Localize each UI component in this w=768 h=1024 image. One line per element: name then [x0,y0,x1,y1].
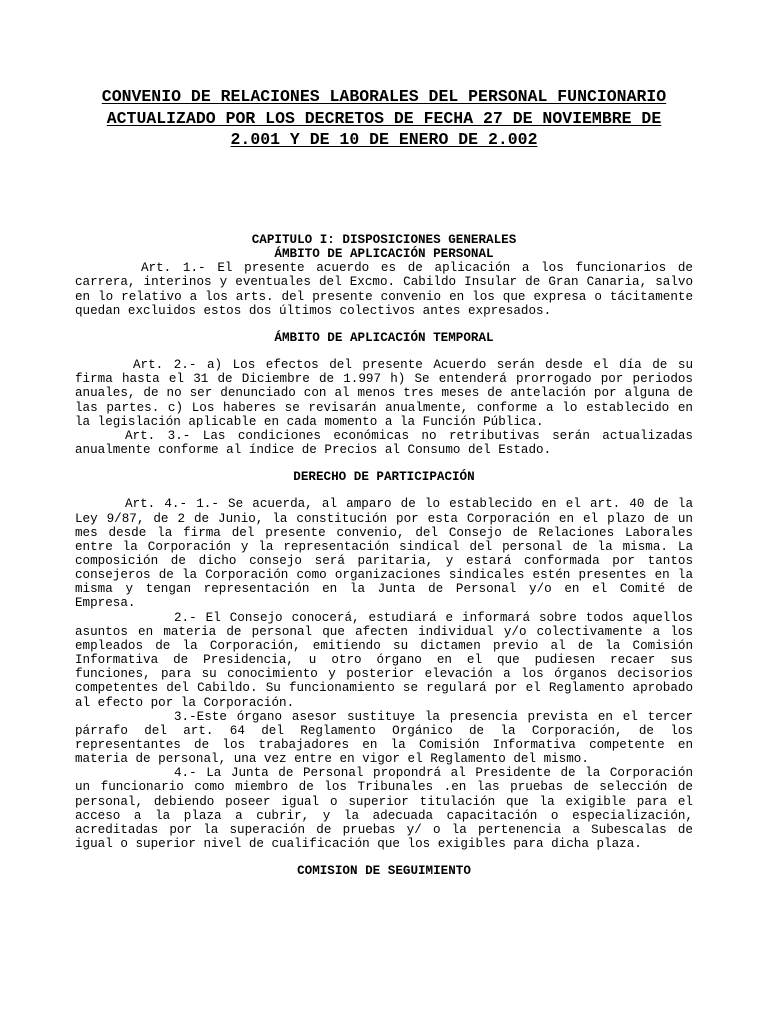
title-line-3: 2.001 Y DE 10 DE ENERO DE 2.002 [230,130,538,149]
section-heading-ambito-temporal: ÁMBITO DE APLICACIÓN TEMPORAL [274,330,494,345]
chapter-heading: CAPITULO I: DISPOSICIONES GENERALES [251,233,517,247]
article-4-2: 2.- El Consejo conocerá, estudiará e informará sobre todos aquellos asuntos en materia de personal que afecten individual y/o colectivamente a los empleados de la Corporación, emitiendo su dictamen previo al de la Comisión Informativa de Presidencia, u otro órgano en el que pudiesen recaer sus funciones, para su conocimiento y posterior elevación a los órganos decisorios competentes del Cabildo. Su funcionamiento se regulará por el Reglamento aprobado al efecto por la Corporación. [75,610,693,710]
article-4-3: 3.-Este órgano asesor sustituye la presencia prevista en el tercer párrafo del art. 64 del Reglamento Orgánico de la Corporación, de los representantes de los trabajadores en la Comisión Informativa competente en materia de personal, una vez entre en vigor el Reglamento del mismo. [75,709,693,767]
article-3: Art. 3.- Las condiciones económicas no retributivas serán actualizadas anualmente conforme al índice de Precios al Consumo del Estado. [75,428,693,458]
article-2: Art. 2.- a) Los efectos del presente Acuerdo serán desde el día de su firma hasta el 31 de Diciembre de 1.997 h) Se entenderá prorrogado por periodos anuales, de no ser denunciado con al menos tres meses de antelación por alguna de las partes. c) Los haberes se revisarán anualmente, conforme a lo establecido en la legislación aplicable en cada momento a la Función Pública. [75,358,693,429]
section-heading-ambito-personal: ÁMBITO DE APLICACIÓN PERSONAL [274,247,494,262]
article-1: Art. 1.- El presente acuerdo es de aplicación a los funcionarios de carrera, interinos y eventuales del Excmo. Cabildo Insular de Gran Canaria, salvo en lo relativo a los arts. del presente convenio en los que expresa o tácitamente quedan excluidos estos dos últimos colectivos antes expresados. [75,261,693,318]
section-heading-seguimiento: COMISION DE SEGUIMIENTO [297,864,471,879]
title-line-2: ACTUALIZADO POR LOS DECRETOS DE FECHA 27 DE NOVIEMBRE DE [106,108,662,128]
section-heading-participacion: DERECHO DE PARTICIPACIÓN [293,470,475,485]
document-body [75,233,693,878]
document-title [70,86,698,151]
title-line-1: CONVENIO DE RELACIONES LABORALES DEL PERSONAL FUNCIONARIO [101,87,667,106]
article-4-1: Art. 4.- 1.- Se acuerda, al amparo de lo establecido en el art. 40 de la Ley 9/87, de 2 de Junio, la constitución por esta Corporación en el plazo de un mes desde la firma del presente convenio, del Consejo de Relaciones Laborales entre la Corporación y la representación sindical del personal de la misma. La composición de dicho consejo será paritaria, y estará conformada por tantos consejeros de la Corporación como organizaciones sindicales estén presentes en la misma y tengan representación en la Junta de Personal y/o en el Comité de Empresa. [75,497,693,611]
article-4-4: 4.- La Junta de Personal propondrá al Presidente de la Corporación un funcionario como miembro de los Tribunales .en las pruebas de selección de personal, debiendo poseer igual o superior titulación que la exigible para el acceso a la plaza a cubrir, y la adecuada capacitación o especialización, acreditadas por la superación de pruebas y/ o la pertenencia a Subescalas de igual o superior nivel de cualificación que los exigibles para dicha plaza. [75,766,693,852]
